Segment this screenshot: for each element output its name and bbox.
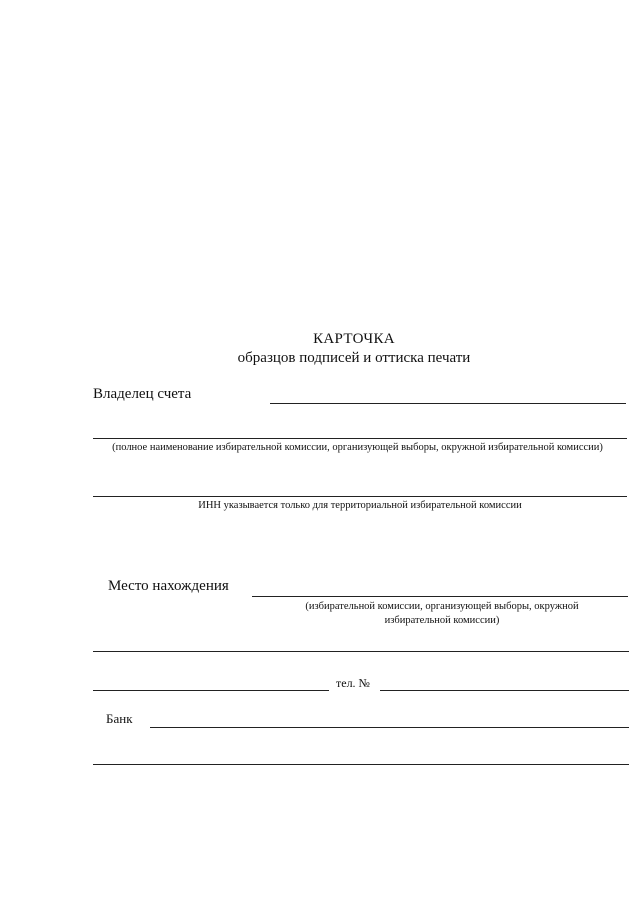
inn-hint: ИНН указывается только для территориальной избирательной комиссии — [198, 500, 522, 511]
bank-extra-line[interactable] — [93, 764, 629, 765]
inn-line[interactable] — [93, 496, 627, 497]
location-label: Место нахождения — [108, 578, 229, 594]
phone-label: тел. № — [336, 676, 371, 690]
owner-label: Владелец счета — [93, 386, 192, 402]
bank-field-line[interactable] — [150, 727, 629, 728]
phone-field-line[interactable] — [380, 690, 629, 691]
owner-full-name-line[interactable] — [93, 438, 627, 439]
card-subtitle: образцов подписей и оттиска печати — [237, 350, 471, 366]
location-extra-line[interactable] — [93, 651, 629, 652]
location-field-line[interactable] — [252, 596, 628, 597]
bank-label: Банк — [106, 711, 133, 726]
owner-field-line[interactable] — [270, 403, 626, 404]
address-continued-line[interactable] — [93, 690, 329, 691]
card-title: КАРТОЧКА — [313, 331, 395, 347]
location-hint: (избирательной комиссии, организующей выборы, окружной избирательной комиссии) — [305, 601, 579, 626]
owner-hint: (полное наименование избирательной комиссии, организующей выборы, окружной избирательной комиссии) — [112, 442, 603, 453]
